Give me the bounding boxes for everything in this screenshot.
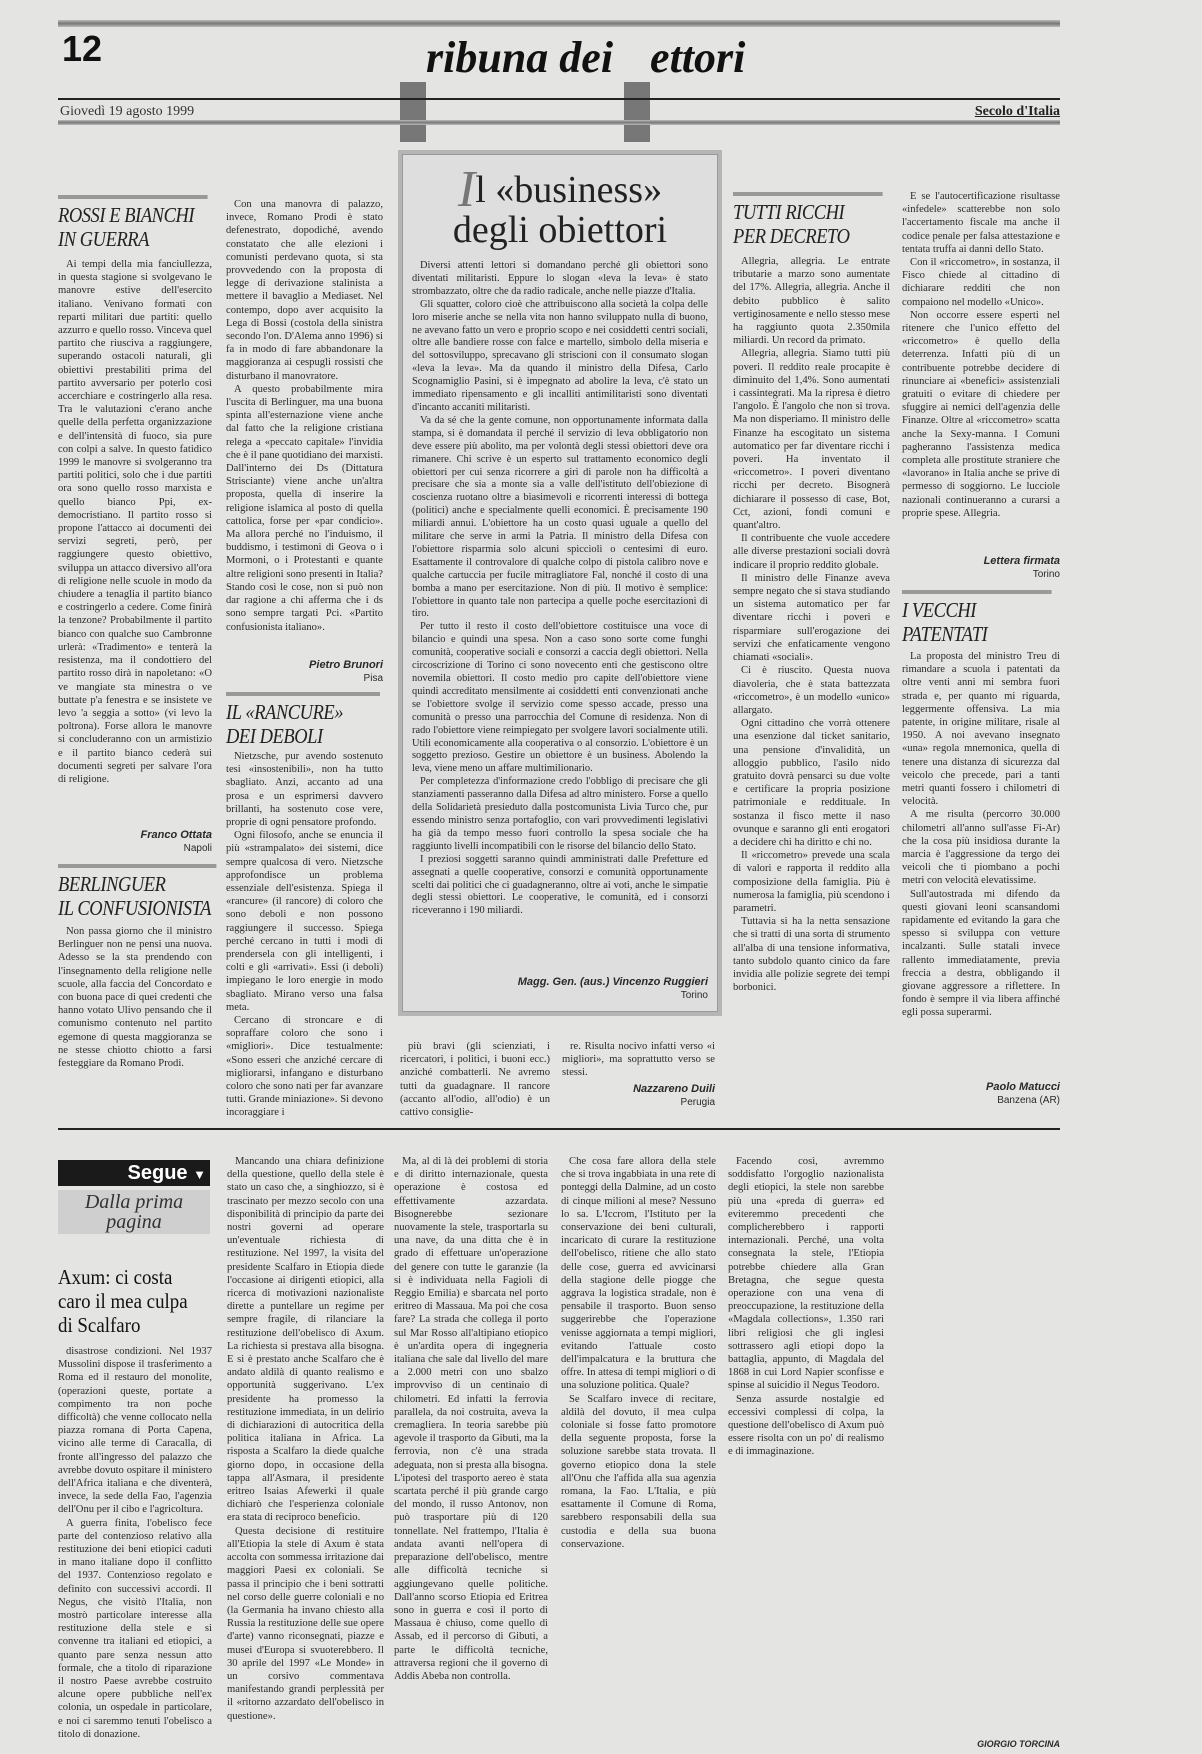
title-line-1: l «business»	[475, 169, 663, 211]
headline-berlinguer	[58, 864, 216, 920]
article-axum-col-4	[561, 1155, 716, 1751]
paragraph: A questo probabilmente mira l'uscita di Berlinguer, ma una buona spinta all'esternazione viene anche dal fatto che la religione cristiana relega a «peccato capitale» l'invidia che è il pane quotidiano dei marxisti. Dall'interno dei Ds (Dittatura Strisciante) viene anche un'altra proposta, quella di inserire la religione islamica al posto di quella cattolica, forse per «par condicio». Ma allora perché no l'induismo, il buddismo, i testimoni di Geova o i Mormoni, o i Protestanti e quante altre religioni sono presenti in Italia? Stando così le cose, non si può non dar ragione a chi afferma che i ds sono sempre targati Pci. «Partito confusionista italiano».	[226, 383, 383, 633]
paragraph: Che cosa fare allora della stele che si trova ingabbiata in una rete di ponteggi della Dalmine, ad un costo di cinque milioni al mese? Nessuno lo sa. L'Iccrom, l'Istituto per la conservazione dei beni culturali, incaricato di curare la restituzione dell'obelisco, ritiene che allo stato delle cose, guerra ed avvicinarsi della stagione delle piogge che aggrava la logistica stradale, non è pensabile il trasporto. Buon senso suggerirebbe che l'operazione venisse aggiornata a tempi migliori, evitando l'attuale costo dell'impalcatura e la bruttura che offre. In attesa di tempi migliori o di una soluzione politica. Quale?	[561, 1156, 716, 1392]
paragraph: Questa decisione di restituire all'Etiopia la stele di Axum è stata accolta con sommessa irritazione dai maggiori Paesi ex coloniali. Se passa il principio che i beni sottratti nel corso delle guerre coloniali e no (la Germania ha invano chiesto alla Russia la restituzione delle sue opere d'arte) vanno riconsegnati, piazze e musei d'Europa si svuoterebbero. Il 30 aprile del 1997 «Le Monde» in un corsivo commentava manifestando grandi perplessità per il «ritorno azzardato dell'obelisco in questione».	[227, 1525, 384, 1722]
segue-banner	[58, 1160, 210, 1186]
signature-rossi	[58, 828, 212, 856]
paragraph: Non occorre essere esperti nel ritenere che l'unico effetto del «riccometro» è quello della deterrenza. Infatti più di un contribuente potrebbe decidere di rinunciare ai «benefici» assistenziali gratuiti o evitare di chiedere per sfuggire ai nemici dell'agenzia delle Finanze. Oltre al «riccometro» scatta anche la Sexy-manna. I Comuni pagheranno l'assistenza medica completa alle prostitute straniere che «lavorano» in Italia anche se prive di permesso di soggiorno. Le lucciole nazionali continueranno a curarsi a proprie spese. Allegria.	[902, 309, 1060, 519]
paragraph: Ogni filosofo, anche se enuncia il più «strampalato» dei sistemi, dice sempre qualcosa di vero. Nietzsche approfondisce un problema essenziale dell'esistenza. Spiega il «rancure» (il rancore) di coloro che sono deboli e non possono raggiungere il successo. Spiega perché cercano in tutti i modi di prendersela con gli intelligenti, i colti e gli «arrivati». Essi (i deboli) impiegano le loro energie in modo sbagliato. Mirano verso una falsa meta.	[226, 830, 383, 1013]
author: Lettera firmata	[983, 555, 1060, 567]
headline-line-1: BERLINGUER	[58, 872, 166, 896]
paragraph: Allegria, allegria. Siamo tutti più poveri. Il reddito reale procapite è diminuito del 1,4%. Sono aumentati i cassintegrati. Ma la ripresa è dietro l'angolo. È l'angolo che non si trova. Ma non disperiamo. Il ministro delle Finanze ha escogitato un sistema automatico per far diventare ricchi i poveri. Ha inventato il «riccometro». I poveri diventano ricchi per decreto. Bisognerà dichiarare il possesso di case, Bot, Cct, azioni, fondi comuni e quant'altro.	[733, 348, 890, 532]
section-masthead	[400, 32, 746, 102]
paragraph: Il ministro delle Finanze aveva sempre negato che si stava studiando un sistema automatico per far diventare ricchi i poveri e risparmiare sull'erogazione dei servizi che enfaticamente vengono chiamati «sociali».	[733, 572, 890, 664]
paragraph: A me risulta (percorro 30.000 chilometri all'anno sull'asse Fi-Ar) che la cosa più insidiosa durante la marcia è l'aggressione da tergo dei veicoli che ti piombano a pochi metri con velocità elevatissime.	[902, 809, 1060, 887]
article-axum-col-3	[394, 1155, 548, 1751]
newspaper-name: Secolo d'Italia	[974, 104, 1060, 119]
headline-line-1: I VECCHI	[902, 598, 976, 622]
masthead-text-2: ettori	[650, 33, 746, 82]
paragraph: re. Risulta nocivo infatti verso «i migliori», ma soprattutto verso se stessi.	[562, 1041, 715, 1079]
article-rossi-body	[58, 258, 212, 820]
masthead-cap-l: L	[624, 82, 650, 142]
paragraph: I preziosi soggetti saranno quindi amministrati dalle Prefetture ed assegnati a quelle cooperative, consorzi e comunità opportunamente scelti dai politici che ci guadagneranno, oltre ai voti, anche le simpatie degli stessi obiettori. Le cooperative, le comunità, ed i consorzi riceveranno i 190 miliardi.	[412, 853, 708, 917]
author: Franco Ottata	[140, 829, 212, 841]
signature-ricchi	[902, 554, 1060, 582]
title-line-2: degli obiettori	[452, 209, 668, 251]
city: Napoli	[183, 843, 212, 854]
paragraph: E se l'autocertificazione risultasse «infedele» scatterebbe non solo l'accertamento fiscale ma anche il codice penale per falsa attestazione e tentata truffa ai danni dello Stato.	[902, 191, 1060, 255]
paragraph: disastrose condizioni. Nel 1937 Mussolini dispose il trasferimento a Roma ed il restauro del monolite, (operazioni queste, portate a compimento tra non poche difficoltà) che venne collocato nella piazza romana di Porta Capena, vicino alle terme di Caracalla, di fronte all'ingresso del palazzo che avrebbe dovuto ospitare il ministero dell'Africa italiana e che diventerà, invece, la sede della Fao, l'agenzia dell'Onu per il cibo e l'agricoltura.	[58, 1346, 212, 1516]
issue-date: Giovedì 19 agosto 1999	[60, 104, 195, 119]
article-patentati-body	[902, 650, 1060, 1072]
article-business-body	[412, 260, 708, 970]
headline-line-2: PATENTATI	[902, 622, 988, 646]
from-front-page-label: Dalla prima pagina	[58, 1190, 210, 1234]
signature-axum	[896, 1737, 1060, 1751]
article-axum-col-6	[896, 1155, 1060, 1733]
article-ricchi-body-2	[902, 190, 1060, 550]
paragraph: La proposta del ministro Treu di rimandare a scuola i patentati da oltre venti anni mi sembra fuori strada e, per quanto mi riguarda, leggermente offensiva. La mia patente, in origine militare, risale al 1950. A noi avevano insegnato «una» regola mnemonica, quella di tenere una distanza di sicurezza dal veicolo che precede, pari a tanti metri quanti fossero i chilometri di velocità.	[902, 651, 1060, 808]
article-ricchi-body-1	[733, 255, 890, 1111]
article-rancure-body-1	[226, 750, 383, 1119]
author: Pietro Brunori	[309, 659, 383, 671]
paragraph: Non passa giorno che il ministro Berlinguer non ne pensi una nuova. Adesso se la sta prendendo con l'insegnamento della religione nelle scuole, alla faccia del Concordato e con buona pace di quei credenti che hanno votato Ulivo pensando che il comunismo contenuto nel partito egemone di questa maggioranza se ne stesse chiotto chiotto a farsi festeggiare da Romano Prodi.	[58, 926, 212, 1070]
signature-rancure	[562, 1082, 715, 1110]
headline-line-1: IL «RANCURE»	[226, 700, 344, 724]
paragraph: Con una manovra di palazzo, invece, Romano Prodi è stato defenestrato, dopodiché, avendo constatato che alle elezioni i comunisti perdevano quota, si sta provvedendo con la proposta di legge di derivazione stalinista a mettere il bavaglio a Mediaset. Nel contempo, dopo aver acquisito la Lega di Bossi (costola della sinistra secondo l'on. D'Alema anno 1996) si fa in modo di fare abbandonare la maggioranza ai cespugli rossisti che disturbano il manovratore.	[226, 199, 383, 382]
header-rule	[58, 98, 1060, 100]
paragraph: Ma, al di là dei problemi di storia e di diritto internazionale, questa operazione è costosa ed effettivamente azzardata. Bisognerebbe sezionare nuovamente la stele, trasportarla su una nave, da una ditta che è in grado di effettuare un'operazione del genere con tutte le garanzie (la si è individuata nella Fagioli di Reggio Emilia) e sbarcata nel porto eritreo di Massaua. Ma poi che cosa fare? La strada che collega il porto sul Mar Rosso all'altipiano etiopico è un'ardita opera di ingegneria italiana che sale dal livello del mare a 2.000 metri con uno sbalzo improvviso di un centinaio di chilometri. Ed infatti la ferrovia parallela, da noi costruita, aveva la cremagliera. In teoria sarebbe più agevole il trasporto da Gibuti, ma la ferrovia, non c'è una strada adeguata, non si presta alla bisogna. L'ipotesi del trasporto aereo è stata scartata perché il più grande cargo del mondo, il russo Antonov, non può trasportare più di 120 tonnellate. Nel frattempo, l'Italia è andata avanti nell'opera di preparazione dell'obelisco, mentre alle difficoltà tecniche si aggiungevano quelle politiche. Dall'anno scorso Etiopia ed Eritrea sono in guerra e così il porto di Massaua è chiuso, come quello di Assab, ed il percorso di Gibuti, a parte le difficoltà tecniche, attraversa regioni che il governo di Addis Abeba non controlla.	[394, 1156, 548, 1682]
signature-berlinguer	[226, 658, 383, 686]
masthead-cap-t: T	[400, 82, 426, 142]
masthead-text-1: ribuna dei	[426, 33, 625, 82]
paragraph: Se Scalfaro invece di recitare, aldilà del dovuto, il mea culpa coloniale si fosse fatto promotore della seguente proposta, forse la soluzione sarebbe stata trovata. Il governo etiopico dona la stele all'Onu che l'affida alla sua agenzia romana, la Fao. L'Italia, e più esattamente il Comune di Roma, sarebbero responsabili della sua custodia e della sua buona conservazione.	[561, 1393, 716, 1550]
headline-line-2: IL CONFUSIONISTA	[58, 896, 211, 920]
paragraph: Il «riccometro» prevede una scala di valori e rapporta il reddito alla composizione della famiglia. Più è numerosa la famiglia, più scendono i parametri.	[733, 850, 890, 914]
author: Nazzareno Duili	[633, 1083, 715, 1095]
city: Torino	[680, 990, 708, 1001]
city: Torino	[1032, 569, 1060, 580]
paragraph: Diversi attenti lettori si domandano perché gli obiettori sono diventati militaristi. Eppure lo slogan «leva la leva» è stato strombazzato, oltre che da radio radicale, anche nelle piazze d'Italia.	[412, 260, 708, 297]
paragraph: Per completezza d'informazione credo l'obbligo di precisare che gli stanziamenti passeranno dalla Difesa ad altro ministero. Forse a quello della Solidarietà presieduto dalla postcomunista Livia Turco che, pur essendo ministro senza portafoglio, con vari provvedimenti legislativi ha già da tempo messo fuori controllo la spesa sociale che ha raggiunto livelli incompatibili con le risorse del bilancio dello Stato.	[412, 776, 708, 852]
signature-business	[412, 975, 708, 1003]
city: Banzena (AR)	[997, 1095, 1060, 1106]
paragraph: Gli squatter, coloro cioè che attribuiscono alla società la colpa delle loro miserie anche se nella vita non hanno sviluppato nulla di buono, ne avevano fatto un vero e proprio scopo e nei cosiddetti centri sociali, oltre alle bandiere rosse con falce e martello, simbolo della miseria e del sottosviluppo, sprecavano gli striscioni con il consumato slogan «leva la leva». Ma da quando il ministro della Difesa, Carlo Scognamiglio Pasini, si è impegnato ad abolire la leva, c'è stato un immediato ripensamento e gli incalliti antimilitaristi sono diventati d'incanto accaniti militaristi.	[412, 298, 708, 413]
headline-line-2: DEI DEBOLI	[226, 724, 323, 748]
article-berlinguer-body-1	[58, 925, 212, 1111]
paragraph: Allegria, allegria. Le entrate tributarie a marzo sono aumentate del 17%. Allegria, allegria. Anche il debito pubblico è salito vertiginosamente e nello stesso mese ha raggiunto quota 2.350mila miliardi. Un record da primato.	[733, 256, 890, 347]
article-rancure-body-2	[400, 1040, 550, 1119]
city: Pisa	[363, 673, 383, 684]
triangle-down-icon: ▼	[193, 1167, 206, 1182]
headline-line-1: TUTTI RICCHI	[733, 200, 845, 224]
headline-rancure	[226, 692, 380, 748]
header-bottom-rule	[58, 120, 1060, 125]
paragraph: Facendo così, avremmo soddisfatto l'orgoglio nazionalista degli etiopici, la stele non sarebbe più una «preda di guerra» ed eviteremmo precedenti che complicherebbero i rapporti internazionali. Perché, una volta consegnata la stele, l'Etiopia potrebbe chiedere alla Gran Bretagna, che segue questa operazione con una vena di preoccupazione, la restituzione della «Magdala collections», 1.350 rari libri religiosi che gli inglesi sottrassero agli etiopi dopo la battaglia, appunto, di Magdala del 1868 in cui Lord Napier sconfisse e spinse al suicidio il Negus Teodoro.	[728, 1156, 884, 1392]
headline-axum: Axum: ci costa caro il mea culpa di Scalfaro	[58, 1265, 188, 1337]
paragraph: A guerra finita, l'obelisco fece parte del contenzioso relativo alla restituzione dei beni etiopici caduti in mano italiane dopo il conflitto del 1937. Contenzioso regolato e definito con successivi accordi. Il Negus, che visitò l'Italia, non mostrò particolare interesse alla restituzione della stele e si convenne tra italiani ed etiopici, a quanto pare senza nessun atto formale, che a titolo di riparazione il nostro Paese avrebbe costruito alcune opere pubbliche nell'ex colonia, un ospedale in particolare, e noi ci saremmo tenuti l'obelisco a titolo di donazione.	[58, 1517, 212, 1740]
paragraph: Tuttavia si ha la netta sensazione che si tratti di una sorta di strumento all'alba di una tensione informativa, tanto subdolo quanto cinico da fare invidia alle polizie segrete dei tempi borbonici.	[733, 916, 890, 994]
article-axum-col-2	[227, 1155, 384, 1751]
top-rule	[58, 20, 1060, 27]
paragraph: più bravi (gli scienziati, i ricercatori, i politici, i buoni ecc.) anziché combatterli. Ne avremo tutti da guadagnare. Il rancore (accanto all'odio, all'odio) è un cattivo consiglie-	[400, 1041, 550, 1119]
paragraph: Nietzsche, pur avendo sostenuto tesi «insostenibili», non ha tutto sbagliato. Anzi, accanto ad una prosa e un esprimersi davvero brillanti, ha sostenuto cose vere, proprie di ogni pensatore profondo.	[226, 751, 383, 829]
paragraph: Il contribuente che vuole accedere alle diverse prestazioni sociali dovrà indicare il proprio reddito globale.	[733, 533, 890, 571]
featured-title	[400, 161, 720, 251]
paragraph: Per tutto il resto il costo dell'obiettore costituisce una voce di bilancio e quindi una spesa. Non a caso sono sorte come funghi comunità, cooperative sociali e consorzi a caccia degli obiettori. Nella circoscrizione di Torino ci sono novecento enti che gestiscono oltre novemila obiettori. Il costo medio pro capite dell'obiettore viene quindi accreditato mensilmente ai cosiddetti enti convenzionati anche se l'obiettore svolge il servizio come spesso accade, presso una comunità o presso una parrocchia del Comune di residenza. Non di rado l'obiettore viene reimpiegato per svolgere lavori socialmente utili. Utili economicamente alla cooperativa o al consorzio. L'obiettore è un soggetto prezioso. Gestire un obiettore è un business. Abolendo la leva, viene meno un affare multimilionario.	[412, 621, 708, 775]
drop-cap: I	[457, 161, 476, 218]
signature-patentati	[902, 1080, 1060, 1108]
article-berlinguer-body-2	[226, 198, 383, 647]
headline-ricchi	[733, 192, 883, 248]
page-number: 12	[62, 28, 103, 69]
paragraph: Ci è riuscito. Questa nuova diavoleria, che è stata battezzata «riccometro», è un modello «unico» allargato.	[733, 665, 890, 716]
segue-label: Segue	[127, 1162, 188, 1184]
article-axum-col-5	[728, 1155, 884, 1751]
paragraph: Ogni cittadino che vorrà ottenere una esenzione dal ticket sanitario, una pensione d'invalidità, un alloggio pubblico, l'asilo nido gratuito dovrà pensarci su due volte e certificare la propria posizione patrimoniale e reddituale. In sostanza il fisco mette il naso ovunque e saranno gli enti erogatori a decidere chi ha diritto e chi no.	[733, 718, 890, 848]
paragraph: Senza assurde nostalgie ed eccessivi complessi di colpa, la questione dell'obelisco di Axum può essere risolta con un po' di realismo e di immaginazione.	[728, 1393, 884, 1458]
article-axum-col-1	[58, 1345, 212, 1750]
paragraph: Cercano di stroncare e di sopraffare coloro che sono i «migliori». Dice testualmente: «Sono esseri che anziché cercare di migliorarsi, infangano e disturbano coloro che sono nati per far avanzare tutti. Grande miniazione». Si devono incoraggiare i	[226, 1015, 383, 1119]
paragraph: Sull'autostrada mi difendo da questi giovani leoni scansandomi rapidamente ed evitando la gara che spesso si sviluppa con vetture incalzanti. Sulle statali invece rallento immediatamente, previa freccia a destra, obbligando il giovane aggressore a riflettere. In fondo è sempre il via libera affinché egli possa superarmi.	[902, 888, 1060, 1019]
headline-patentati	[902, 590, 1052, 646]
headline-line-2: PER DECRETO	[733, 224, 850, 248]
paragraph: Mancando una chiara definizione della questione, quello della stele è stato un caso che, a singhiozzo, si è trascinato per mezzo secolo con una disponibilità di principio da parte dei nostri governi ad operare un'eventuale richiesta di restituzione. Nel 1997, la visita del presidente Scalfaro in Etiopia diede l'occasione ai dirigenti etiopici, alla ricerca di motivazioni nazionaliste dirette a puntellare un regime per sempre fragile, di rilanciare la restituzione dell'obelisco di Axum. La richiesta si prestava alla bisogna. E si è prestato anche Scalfaro che è andato aldilà di quanto realismo e opportunità suggerivano. L'ex presidente ha promesso la restituzione immediata, in un delirio di dichiarazioni di autocritica della politica italiana in Africa. La risposta a Scalfaro la diede qualche giorno dopo, in occasione della tappa all'Asmara, il presidente eritreo Isaias Afewerki il quale dichiarò che l'esperienza coloniale era stata di reciproco beneficio.	[227, 1156, 384, 1524]
article-rancure-body-3	[562, 1040, 715, 1079]
author: Magg. Gen. (aus.) Vincenzo Ruggieri	[517, 976, 708, 988]
city: Perugia	[680, 1097, 715, 1108]
section-divider	[58, 1128, 1060, 1130]
paragraph: Va da sé che la gente comune, non opportunamente informata dalla stampa, si è domandata il perché il servizio di leva obbligatorio non deve essere più abolito, ma per volontà degli stessi obiettori deve ora rimanere. Chi scrive è un esperto sul trattamento economico degli obiettori per cui senza ricorrere a giri di parole non ha difficoltà a precisare che sia a monte sia a valle dell'istituto dell'obiezione di coscienza ruotano oltre a biasimevoli e ricorrenti interessi di bottega (politici) anche e specialmente quelli economici. È precisamente 190 miliardi annui. L'obiettore ha un costo quasi uguale a quello del militare che serve in armi la Patria. Il ministro della Difesa con l'obiettore risparmia solo alcuni spiccioli o centesimi di euro. Esattamente il controvalore di qualche colpo di pistola calibro nove e qualche cartuccia per fucile mitragliatore Fal, nonché il costo di una bomba a mano per esercitazione. Non di più. Il motivo è semplice: l'obiettore in quanto tale non partecipa a quelle poche esercitazioni di tiro.	[412, 414, 708, 620]
headline-rossi-bianchi: ROSSI E BIANCHI IN GUERRA	[58, 195, 208, 251]
paragraph: Con il «riccometro», in sostanza, il Fisco chiede al cittadino di dichiarare redditi che non compaiono nel modello «Unico».	[902, 257, 1060, 308]
author: GIORGIO TORCINA	[977, 1739, 1060, 1749]
paragraph: Ai tempi della mia fanciullezza, in questa stagione si svolgevano le manovre estive dell'esercito italiano. Venivano formati con reparti militari due partiti: quello azzurro e quello rosso. Vinceva quel partito che riusciva a raggiungere, superando ostacoli naturali, gli obiettivi prestabiliti prima del partito avversario per poterlo così accerchiare e costringerlo alla resa. Tra le valutazioni c'erano anche quelle della perfetta organizzazione e dell'intensità di fuoco, sia pure con colpi a salve. In questo fatidico 1999 le manovre si svolgeranno tra partiti politici, solo che i due partiti ora sono quello rosso marxista e quello bianco Ppi, ex-democristiano. Il partito rosso si propone l'attacco ai documenti dei servizi segreti, però, per raggiungere questo obiettivo, sviluppa un attacco diversivo all'ora di religione nelle scuole in modo da chiudere a tenaglia il partito bianco e costringerlo a cedere. Come finirà la tenzone? Probabilmente il partito bianco con qualche suo Cambronne urlerà: «Tradimento» e tenterà la resistenza, ma il condottiero del partito rosso dirà in napoletano: «O ve mangiate sta minestra o ve buttate p'a fenestra e se insistete ve levo 'a seggia a sotto» (vi levo la poltrona). Forse allora le manovre si concluderanno con un armistizio e il partito bianco cederà sui documenti segreti per salvare l'ora di religione.	[58, 259, 212, 785]
author: Paolo Matucci	[986, 1081, 1060, 1093]
